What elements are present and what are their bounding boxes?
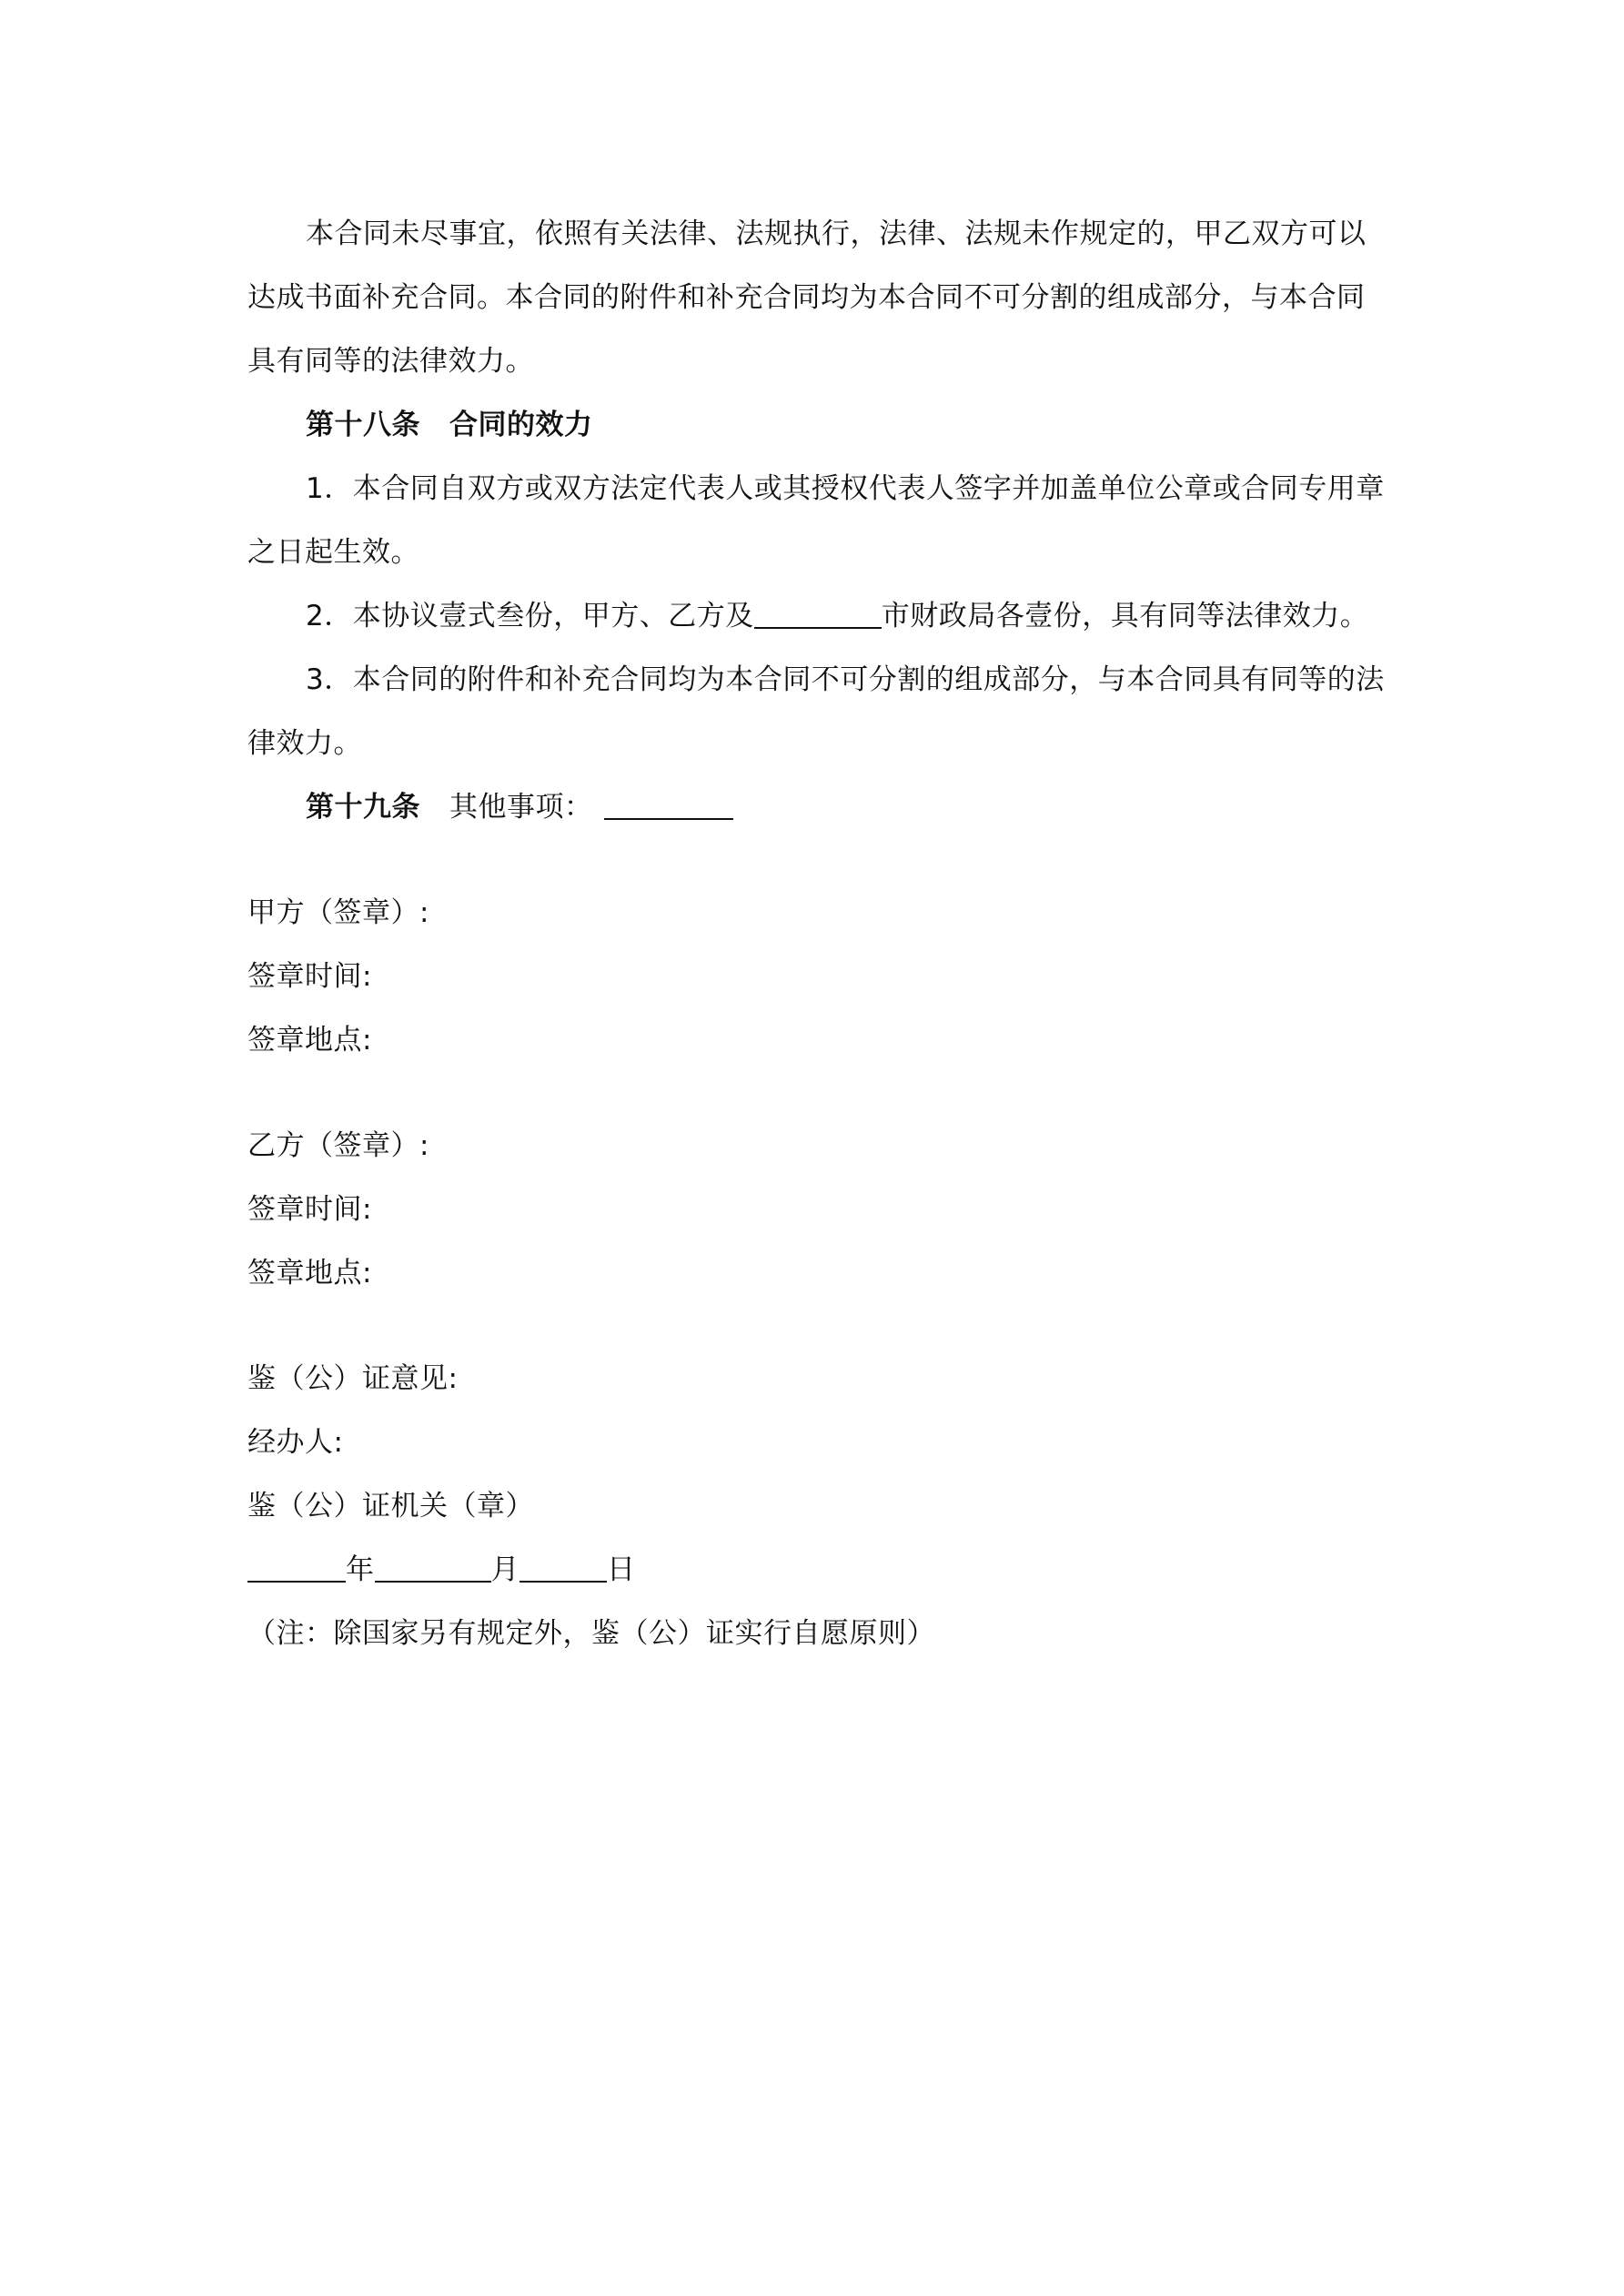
document-body (247, 202, 1394, 1665)
party-a-time: 签章时间: (247, 960, 372, 993)
party-a-place: 签章地点: (247, 1024, 372, 1057)
spacer (247, 839, 1394, 881)
intro-line-2: 达成书面补充合同。本合同的附件和补充合同均为本合同不可分割的组成部分，与本合同 (247, 281, 1366, 314)
spacer (247, 1072, 1394, 1114)
article-18-item-3-line-1: 3．本合同的附件和补充合同均为本合同不可分割的组成部分，与本合同具有同等的法 (306, 663, 1385, 696)
party-b-time: 签章时间: (247, 1193, 372, 1226)
article-18-item-2-after: 市财政局各壹份，具有同等法律效力。 (881, 600, 1369, 632)
intro-line-3: 具有同等的法律效力。 (247, 345, 534, 378)
party-b-sign: 乙方（签章）: (247, 1129, 429, 1162)
notary-authority: 鉴（公）证机关（章） (247, 1490, 534, 1522)
intro-line-1: 本合同未尽事宜，依照有关法律、法规执行，法律、法规未作规定的，甲乙双方可以 (306, 217, 1367, 250)
article-18-item-1-line-2: 之日起生效。 (247, 536, 419, 569)
notary-opinion: 鉴（公）证意见: (247, 1362, 459, 1395)
date-line (247, 1538, 1394, 1602)
day-blank-line (519, 1553, 607, 1583)
article-18-item-2-before: 2．本协议壹式叁份，甲方、乙方及 (306, 600, 754, 632)
article-18-item-2 (247, 584, 1394, 648)
notary-handler: 经办人: (247, 1426, 344, 1459)
month-label: 月 (490, 1553, 519, 1586)
month-blank-line (375, 1553, 491, 1583)
notary-note: （注：除国家另有规定外，鉴（公）证实行自愿原则） (247, 1617, 935, 1650)
day-label: 日 (607, 1553, 636, 1586)
article-19-number: 第十九条 (306, 791, 420, 824)
year-label: 年 (346, 1553, 375, 1586)
spacer (247, 1305, 1394, 1347)
article-19-heading (247, 775, 1394, 839)
party-b-place: 签章地点: (247, 1257, 372, 1290)
article-18-item-3-line-2: 律效力。 (247, 727, 362, 760)
party-a-sign: 甲方（签章）: (247, 896, 429, 929)
article-18-item-1-line-1: 1．本合同自双方或双方法定代表人或其授权代表人签字并加盖单位公章或合同专用章 (306, 472, 1385, 505)
article-19-title: 其他事项： (449, 791, 593, 824)
article-18-number: 第十八条 (306, 409, 420, 441)
year-blank-line (247, 1553, 346, 1583)
article-18-title: 合同的效力 (449, 409, 593, 441)
other-matters-blank-line (604, 791, 733, 820)
city-blank-line (754, 600, 882, 629)
article-18-heading (247, 393, 1394, 457)
